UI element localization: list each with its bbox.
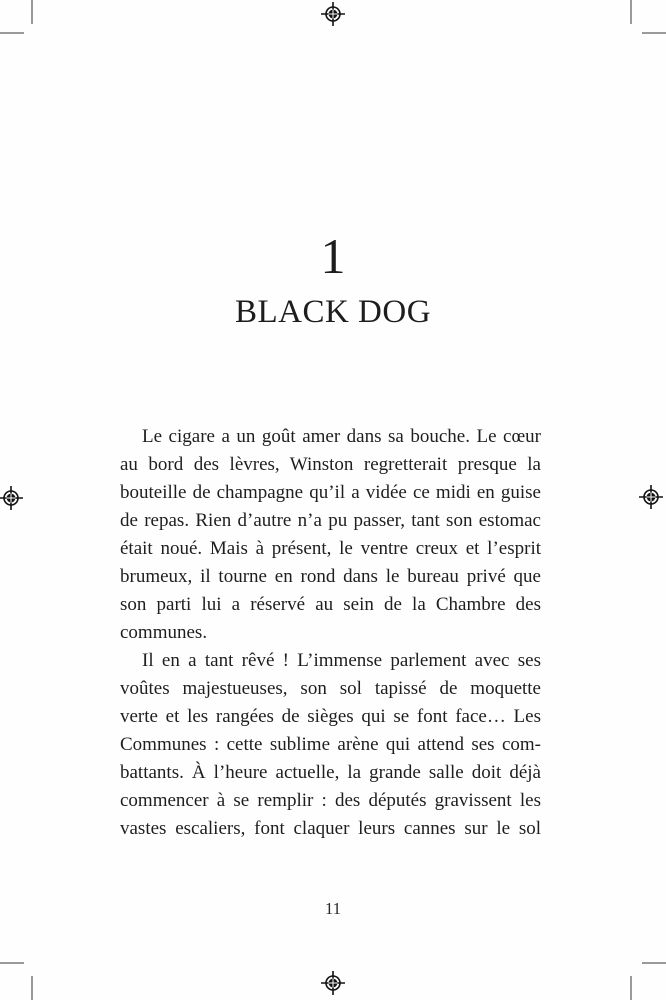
registration-target-icon bbox=[320, 970, 346, 996]
body-text bbox=[120, 423, 541, 843]
crop-mark-bottom-left-vertical bbox=[31, 976, 33, 1000]
text-line: Il en a tant rêvé ! L’immense parlement avec ses bbox=[142, 650, 541, 671]
chapter-title: BLACK DOG bbox=[234, 294, 432, 330]
text-line: bouteille de champagne qu’il a vidée ce midi en guise bbox=[120, 482, 541, 503]
text-line: communes. bbox=[120, 622, 208, 643]
text-line: son parti lui a réservé au sein de la Chambre des bbox=[120, 594, 541, 615]
page-number: 11 bbox=[324, 899, 342, 918]
text-line: commencer à se remplir : des députés gravissent les bbox=[120, 790, 541, 811]
crop-mark-bottom-right-vertical bbox=[630, 976, 632, 1000]
registration-target-icon bbox=[320, 1, 346, 27]
registration-target-icon bbox=[638, 484, 664, 510]
crop-mark-bottom-right-horizontal bbox=[642, 962, 666, 964]
text-line: de repas. Rien d’autre n’a pu passer, tant son estomac bbox=[120, 510, 541, 531]
text-line: verte et les rangées de sièges qui se font face… Les bbox=[120, 706, 541, 727]
text-line: au bord des lèvres, Winston regretterait presque la bbox=[120, 454, 541, 475]
text-line: Le cigare a un goût amer dans sa bouche. Le cœur bbox=[142, 426, 541, 447]
chapter-number: 1 bbox=[320, 228, 346, 284]
text-line: Communes : cette sublime arène qui attend ses com- bbox=[120, 734, 541, 755]
text-line: voûtes majestueuses, son sol tapissé de moquette bbox=[120, 678, 541, 699]
crop-mark-top-left-vertical bbox=[31, 0, 33, 24]
text-line: vastes escaliers, font claquer leurs cannes sur le sol bbox=[120, 818, 541, 839]
crop-mark-top-left-horizontal bbox=[0, 32, 24, 34]
crop-mark-bottom-left-horizontal bbox=[0, 962, 24, 964]
text-line: brumeux, il tourne en rond dans le bureau privé que bbox=[120, 566, 541, 587]
registration-target-icon bbox=[0, 485, 24, 511]
crop-mark-top-right-vertical bbox=[630, 0, 632, 24]
crop-mark-top-right-horizontal bbox=[642, 32, 666, 34]
text-line: battants. À l’heure actuelle, la grande salle doit déjà bbox=[120, 762, 541, 783]
text-line: était noué. Mais à présent, le ventre creux et l’esprit bbox=[120, 538, 541, 559]
